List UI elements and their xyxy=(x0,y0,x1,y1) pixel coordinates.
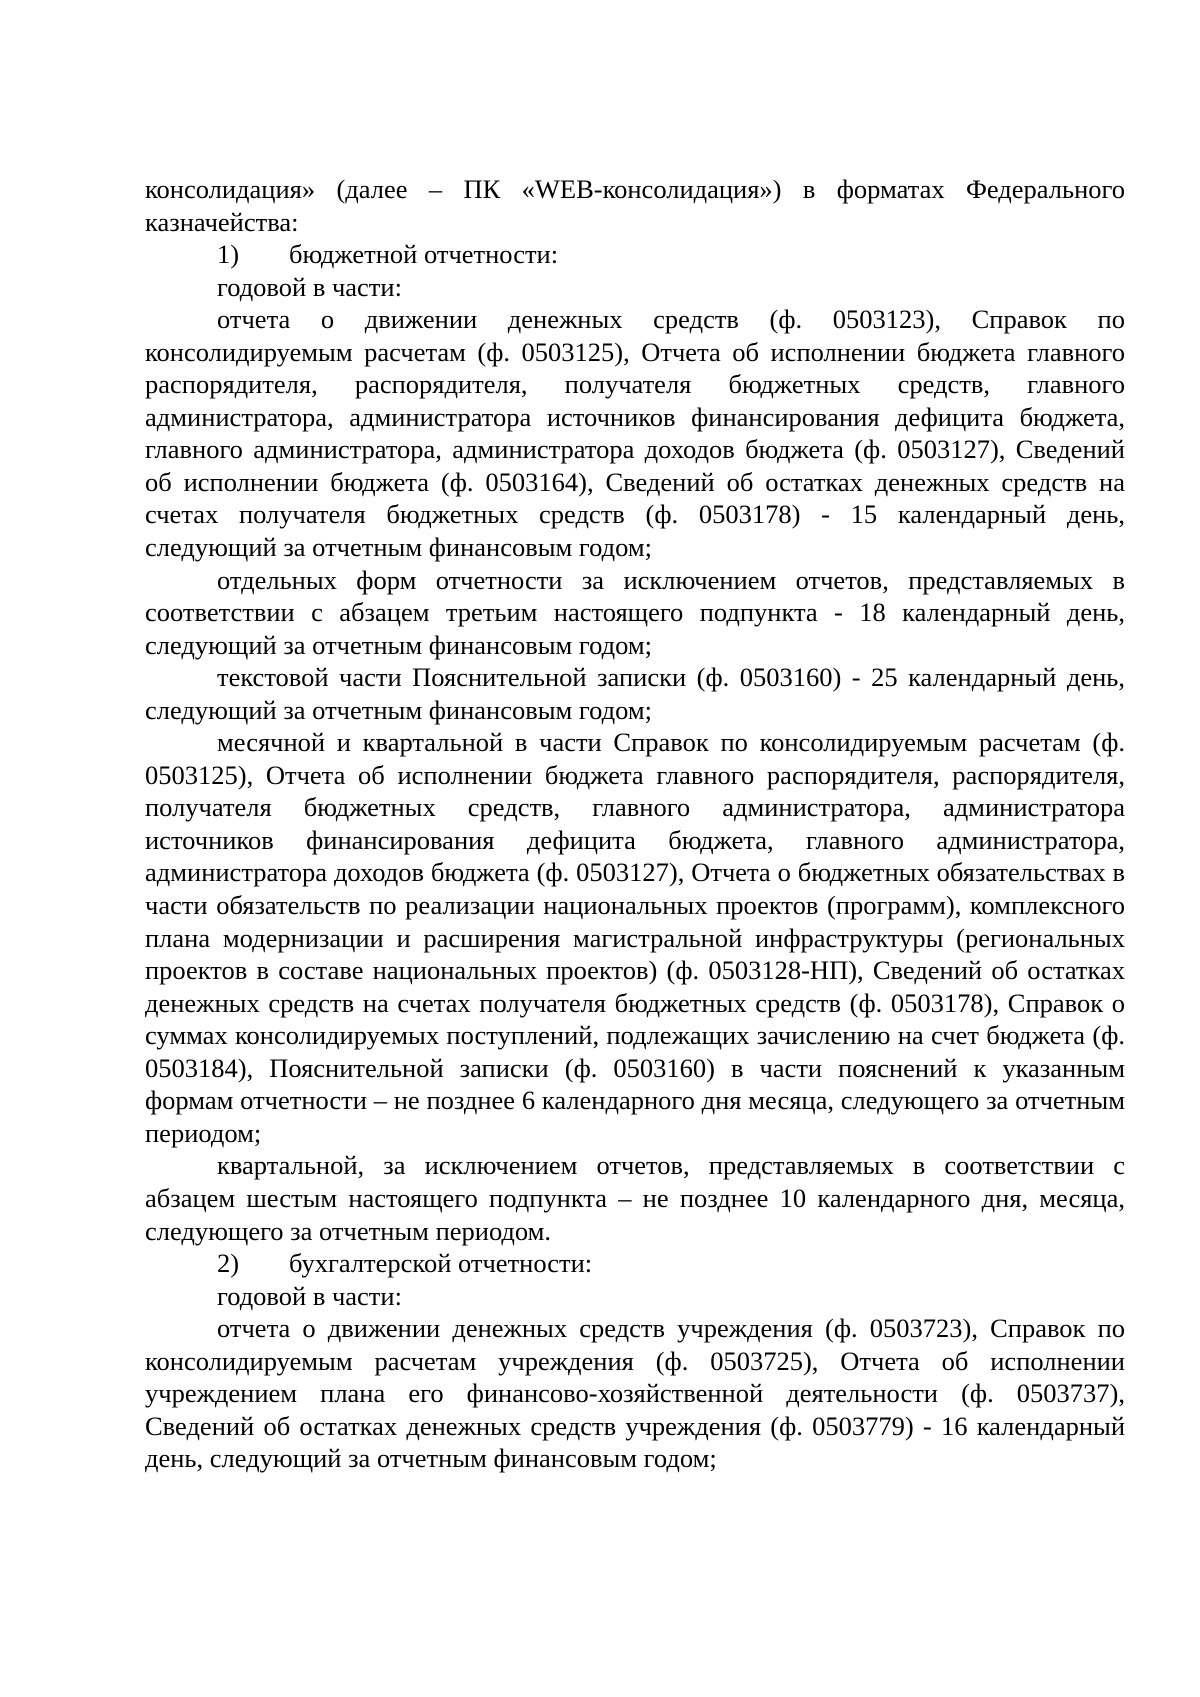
paragraph-annual-accounting-forms: отчета о движении денежных средств учреждения (ф. 0503723), Справок по консолидируемым расчетам учреждения (ф. 0503725), Отчета об исполнении учреждением плана его финансово-хозяйственной деятельности (ф. 0503737), Сведений об остатках денежных средств учреждения (ф. 0503779) - 16 календарный день, следующий за отчетным финансовым годом; xyxy=(145,1313,1125,1474)
list-item-label: бюджетной отчетности: xyxy=(289,239,559,270)
paragraph-intro: консолидация» (далее – ПК «WEB-консолидация») в форматах Федерального казначейства: xyxy=(145,174,1125,237)
document-body xyxy=(145,173,1125,1475)
list-item-accounting-reporting xyxy=(145,1247,1125,1280)
paragraph-quarterly: квартальной, за исключением отчетов, представляемых в соответствии с абзацем шестым настоящего подпункта – не позднее 10 календарного дня, месяца, следующего за отчетным периодом. xyxy=(145,1150,1125,1246)
paragraph-separate-forms: отдельных форм отчетности за исключением отчетов, представляемых в соответствии с абзацем третьим настоящего подпункта - 18 календарный день, следующий за отчетным финансовым годом; xyxy=(145,564,1125,660)
list-item-label: бухгалтерской отчетности: xyxy=(289,1248,593,1279)
paragraph-annual-budget-forms: отчета о движении денежных средств (ф. 0503123), Справок по консолидируемым расчетам (ф. 0503125), Отчета об исполнении бюджета главного распорядителя, распорядителя, получателя бюджетных средств, главного администратора, администратора источников финансирования дефицита бюджета, главного администратора, администратора доходов бюджета (ф. 0503127), Сведений об исполнении бюджета (ф. 0503164), Сведений об остатках денежных средств на счетах получателя бюджетных средств (ф. 0503178) - 15 календарный день, следующий за отчетным финансовым годом; xyxy=(145,304,1125,563)
list-item-number: 2) xyxy=(217,1248,240,1279)
paragraph-monthly-quarterly: месячной и квартальной в части Справок по консолидируемым расчетам (ф. 0503125), Отчета об исполнении бюджета главного распорядителя, распорядителя, получателя бюджетных средств, главного администратора, администратора источников финансирования дефицита бюджета, главного администратора, администратора доходов бюджета (ф. 0503127), Отчета о бюджетных обязательствах в части обязательств по реализации национальных проектов (программ), комплексного плана модернизации и расширения магистральной инфраструктуры (региональных проектов в составе национальных проектов) (ф. 0503128-НП), Сведений об остатках денежных средств на счетах получателя бюджетных средств (ф. 0503178), Справок о суммах консолидируемых поступлений, подлежащих зачислению на счет бюджета (ф. 0503184), Пояснительной записки (ф. 0503160) в части пояснений к указанным формам отчетности – не позднее 6 календарного дня месяца, следующего за отчетным периодом; xyxy=(145,727,1125,1148)
list-item-number: 1) xyxy=(217,239,240,270)
list-item-budget-reporting xyxy=(145,238,1125,271)
paragraph-annual-accounting: годовой в части: xyxy=(217,1280,402,1311)
paragraph-explanatory-note: текстовой части Пояснительной записки (ф. 0503160) - 25 календарный день, следующий за отчетным финансовым годом; xyxy=(145,662,1125,725)
paragraph-annual-budget: годовой в части: xyxy=(217,271,402,302)
